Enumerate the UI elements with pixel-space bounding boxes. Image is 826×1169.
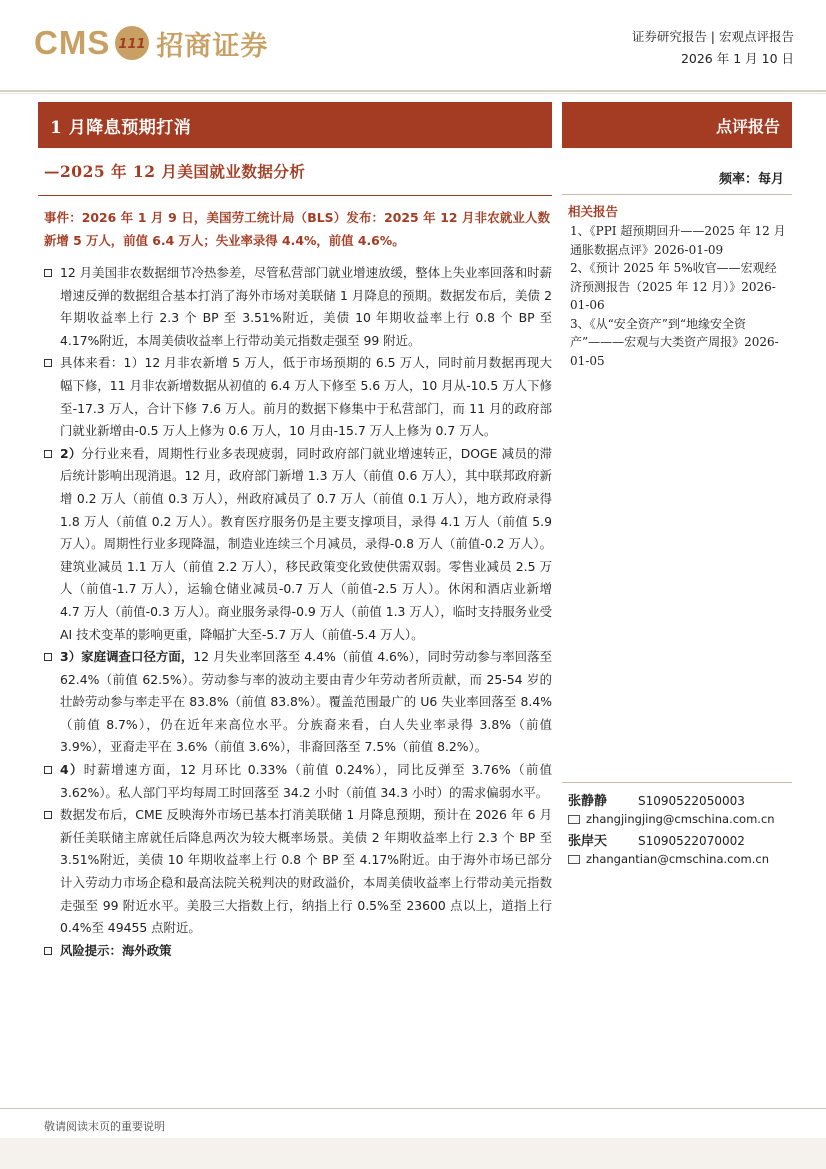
report-category: 点评报告 xyxy=(715,116,780,136)
body-bullet xyxy=(44,262,552,352)
company-logo xyxy=(34,20,268,66)
report-subtitle: —2025 年 12 月美国就业数据分析 xyxy=(44,162,306,181)
bullet-box-icon xyxy=(44,450,52,458)
bullet-box-icon xyxy=(44,269,52,277)
bullet-box-icon xyxy=(44,359,52,367)
logo-badge-text: 111 xyxy=(118,37,146,52)
footer-band xyxy=(0,1138,826,1169)
frequency-value: 每月 xyxy=(757,172,784,187)
related-reports-title: 相关报告 xyxy=(568,204,619,219)
bullet-bold: 2） xyxy=(60,445,82,461)
body-bullet xyxy=(44,804,552,940)
body-bullet xyxy=(44,352,552,442)
header-meta xyxy=(632,26,794,70)
body-bullet xyxy=(44,759,552,804)
bullet-bold: 3）家庭调查口径方面， xyxy=(60,649,194,665)
related-report-item[interactable]: 1、《PPI 超预期回升——2025 年 12 月通胀数据点评》2026-01-09 xyxy=(570,224,786,257)
author-email[interactable]: zhangjingjing@cmschina.com.cn xyxy=(586,812,775,826)
frequency-label: 频率： xyxy=(718,172,758,187)
bullet-box-icon xyxy=(44,653,52,661)
footer-note: 敬请阅读末页的重要说明 xyxy=(44,1120,165,1133)
event-summary: 事件：2026 年 1 月 9 日，美国劳工统计局（BLS）发布：2025 年 12 月非农就业人数新增 5 万人，前值 6.4 万人；失业率录得 4.4%，前值 4.6%。 xyxy=(44,210,550,248)
bullet-bold: 风险提示：海外政策 xyxy=(60,942,172,958)
header-divider-light xyxy=(0,93,826,94)
author-name: 张静静 xyxy=(568,794,608,809)
bullet-bold: 4） xyxy=(60,762,84,778)
author-email[interactable]: zhangantian@cmschina.com.cn xyxy=(586,852,769,866)
author-2 xyxy=(568,830,745,849)
author-license: S1090522070002 xyxy=(638,834,745,848)
related-report-item[interactable]: 2、《预计 2025 年 5%收官——宏观经济预测报告（2025 年 12 月）》2026-01-06 xyxy=(570,261,777,312)
logo-cms-text: CMS xyxy=(34,24,111,61)
author-name: 张岸天 xyxy=(568,834,608,849)
header-divider xyxy=(0,90,826,92)
logo-badge-icon xyxy=(114,25,150,61)
subtitle-divider xyxy=(38,195,552,196)
body-bullet xyxy=(44,443,552,646)
sidebar-divider xyxy=(562,194,792,195)
report-body xyxy=(44,262,552,962)
bullet-text: 12 月美国非农数据细节冷热参差，尽管私营部门就业增速放缓，整体上失业率回落和时薪增速反弹的数据组合基本打消了海外市场对美联储 1 月降息的预期。数据发布后，美债 2 年期收益率上行 2.3 个 BP 至 3.51%附近，美债 10 年期收益率上行 0.8 个 BP 至 4.17%附近，本周美债收益率上行带动美元指数走强至 99 附近。 xyxy=(60,265,552,348)
frequency xyxy=(719,168,784,187)
author-1-email[interactable] xyxy=(568,812,775,826)
bullet-box-icon xyxy=(44,947,52,955)
bullet-box-icon xyxy=(44,766,52,774)
category-bar xyxy=(562,102,792,148)
author-2-email[interactable] xyxy=(568,852,769,866)
logo-cn-text: 招商证券 xyxy=(156,30,269,62)
bullet-text: 具体来看：1）12 月非农新增 5 万人，低于市场预期的 6.5 万人，同时前月数据再现大幅下修，11 月非农新增数据从初值的 6.4 万人下修至 5.6 万人，10 月从-10.5 万人下修至-17.3 万人，合计下修 7.6 万人。前月的数据下修集中于私营部门，而 11 月的政府部门就业新增由-0.5 万人上修为 0.6 万人，10 月由-15.7 万人上修为 0.7 万人。 xyxy=(60,355,552,439)
title-bar xyxy=(38,102,552,148)
bullet-text: 数据发布后，CME 反映海外市场已基本打消美联储 1 月降息预期，预计在 2026 年 6 月新任美联储主席就任后降息两次为较大概率场景。美债 2 年期收益率上行 2.3 个 BP 至 3.51%附近，美债 10 年期收益率上行 0.8 个 BP 至 4.17%附近。由于海外市场已部分计入劳动力市场企稳和最高法院关税判决的财政溢价，本周美债收益率上行带动美元指数走强至 99 附近水平。美股三大指数上行，纳指上行 0.5%至 23600 点以上，道指上行 0.4%至 49455 点附近。 xyxy=(60,807,552,936)
author-license: S1090522050003 xyxy=(638,794,745,808)
author-1 xyxy=(568,790,745,809)
bullet-text: 分行业来看，周期性行业多表现疲弱，同时政府部门就业增速转正，DOGE 减员的滞后统计影响出现消退。12 月，政府部门新增 1.3 万人（前值 0.6 万人），其中联邦政府新增 0.2 万人（前值 0.3 万人），州政府减员了 0.7 万人（前值 0.1 万人），地方政府录得 1.8 万人（前值 0.2 万人）。教育医疗服务仍是主要支撑项目，录得 4.1 万人（前值 5.9 万人）。周期性行业多现降温，制造业连续三个月减员，录得-0.8 万人（前值-0.2 万人）。建筑业减员 1.1 万人（前值 2.2 万人），移民政策变化致使供需双弱。零售业减员 2.5 万人（前值-1.7 万人），运输仓储业减员-0.7 万人（前值-2.5 万人）。休闲和酒店业新增 4.7 万人（前值-0.3 万人）。商业服务录得-0.9 万人（前值 1.3 万人），临时支持服务业受 AI 技术变革的影响更重，降幅扩大至-5.7 万人（前值-5.4 万人）。 xyxy=(60,445,552,642)
mail-icon xyxy=(568,855,580,864)
risk-warning xyxy=(44,940,552,963)
mail-icon xyxy=(568,815,580,824)
related-report-item[interactable]: 3、《从“安全资产”到“地缘安全资产”———宏观与大类资产周报》2026-01-05 xyxy=(570,316,779,368)
bullet-box-icon xyxy=(44,811,52,819)
report-type-line: 证券研究报告 | 宏观点评报告 xyxy=(631,29,794,44)
report-date: 2026 年 1 月 10 日 xyxy=(680,51,794,66)
bullet-text: 12 月失业率回落至 4.4%（前值 4.6%），同时劳动参与率回落至 62.4%（前值 62.5%）。劳动参与率的波动主要由青少年劳动者所贡献，而 25-54 岁的壮龄劳动参与率走平在 83.8%（前值 83.8%）。覆盖范围最广的 U6 失业率回落至 8.4%（前值 8.7%），仍在近年来高位水平。分族裔来看，白人失业率录得 3.8%（前值 3.9%），亚裔走平在 3.6%（前值 3.6%），非裔回落至 7.5%（前值 8.2%）。 xyxy=(60,649,553,755)
related-reports-list xyxy=(570,222,788,370)
bullet-text: 时薪增速方面，12 月环比 0.33%（前值 0.24%），同比反弹至 3.76%（前值 3.62%）。私人部门平均每周工时回落至 34.2 小时（前值 34.3 小时）的需求偏弱水平。 xyxy=(60,762,552,800)
report-title: 1 月降息预期打消 xyxy=(50,117,192,138)
authors-divider xyxy=(562,782,792,783)
body-bullet xyxy=(44,646,552,759)
footer-divider xyxy=(0,1108,826,1109)
